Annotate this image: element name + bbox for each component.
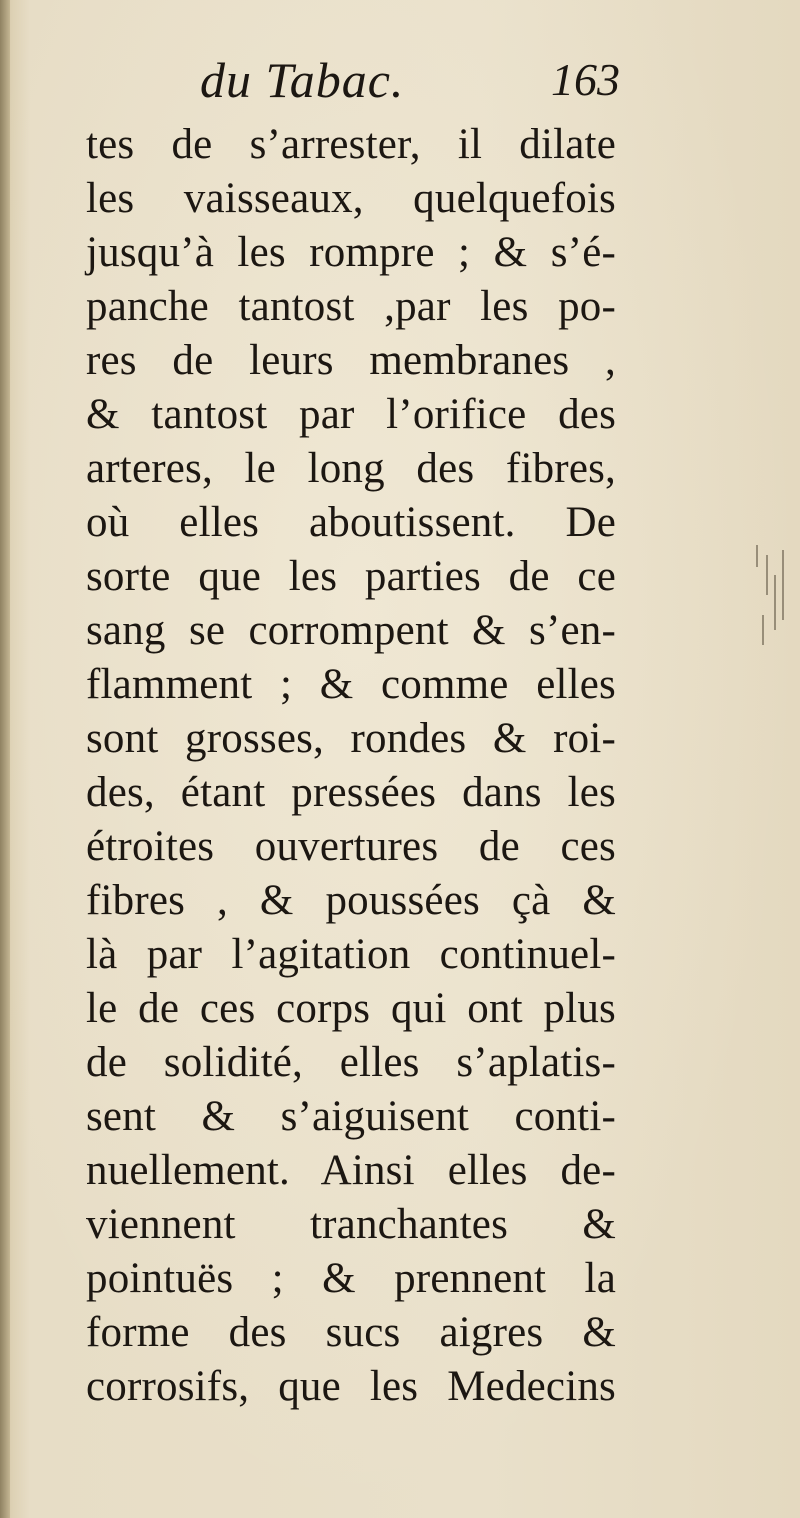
page-number: 163 — [551, 54, 620, 105]
text-line: jusqu’à les rompre ; & s’é- — [86, 229, 616, 276]
body-text — [86, 118, 616, 1414]
text-line: sent & s’aiguisent conti- — [86, 1093, 616, 1140]
text-line: arteres, le long des fibres, — [86, 445, 616, 492]
text-line: sont grosses, rondes & roi- — [86, 715, 616, 762]
text-line: tes de s’arrester, il dilate — [86, 121, 616, 168]
text-line: là par l’agitation continuel- — [86, 931, 616, 978]
text-line: le de ces corps qui ont plus — [86, 985, 616, 1032]
text-line: corrosifs, que les Medecins — [86, 1363, 616, 1410]
text-line: nuellement. Ainsi elles de- — [86, 1147, 616, 1194]
text-line: étroites ouvertures de ces — [86, 823, 616, 870]
text-line: panche tantost ,par les po- — [86, 283, 616, 330]
page-header — [80, 50, 620, 110]
text-line: flamment ; & comme elles — [86, 661, 616, 708]
page-gutter — [0, 0, 10, 1518]
text-line: forme des sucs aigres & — [86, 1309, 616, 1356]
text-line: de solidité, elles s’aplatis- — [86, 1039, 616, 1086]
text-line: & tantost par l’orifice des — [86, 391, 616, 438]
text-line: où elles aboutissent. De — [86, 499, 616, 546]
text-line: res de leurs membranes , — [86, 337, 616, 384]
show-through-marks — [752, 545, 792, 665]
running-title: du Tabac. — [200, 52, 405, 108]
text-line: des, étant pressées dans les — [86, 769, 616, 816]
text-line: les vaisseaux, quelquefois — [86, 175, 616, 222]
text-line: sorte que les parties de ce — [86, 553, 616, 600]
text-line: sang se corrompent & s’en- — [86, 607, 616, 654]
text-line: pointuës ; & prennent la — [86, 1255, 616, 1302]
text-line: viennent tranchantes & — [86, 1201, 616, 1248]
text-line: fibres , & poussées çà & — [86, 877, 616, 924]
